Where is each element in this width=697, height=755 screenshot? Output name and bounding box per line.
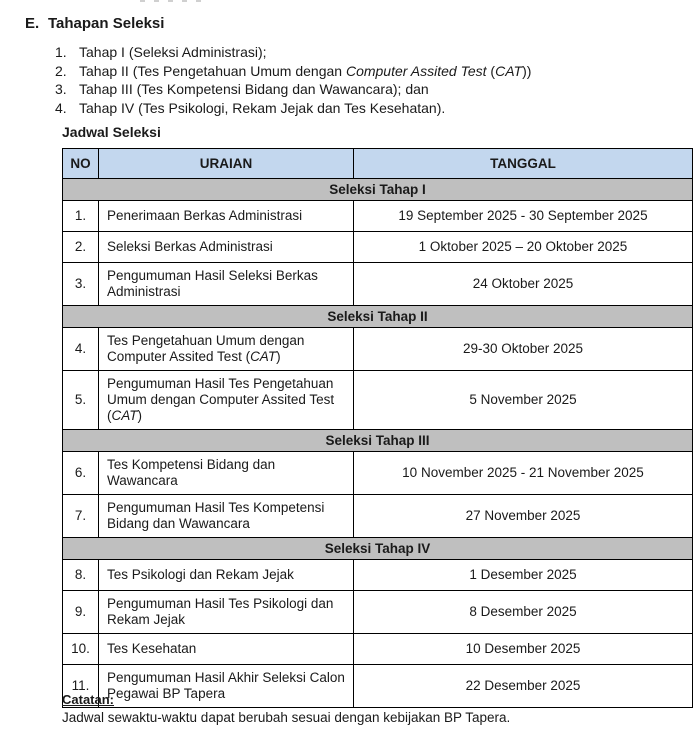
no-cell: 9. [63,591,99,634]
stage-list-item [55,43,531,62]
tanggal-cell: 1 Desember 2025 [354,560,693,591]
section-header-row [63,430,693,452]
section-heading [25,15,164,32]
section-title-cell: Seleksi Tahap II [63,306,693,328]
table-row [63,560,693,591]
tanggal-cell: 10 Desember 2025 [354,634,693,665]
no-cell: 5. [63,371,99,430]
text-segment: Tahap II (Tes Pengetahuan Umum dengan [79,62,346,79]
schedule-table [62,148,693,708]
list-item-number: 2. [55,62,67,79]
text-segment: Pengumuman Hasil Tes Kompetensi Bidang dan Wawancara [107,500,325,531]
list-item-text [79,43,267,62]
tanggal-cell: 27 November 2025 [354,495,693,538]
table-row [63,371,693,430]
text-segment: Pengumuman Hasil Tes Psikologi dan Rekam Jejak [107,596,334,627]
uraian-cell [99,591,354,634]
tanggal-cell: 8 Desember 2025 [354,591,693,634]
text-segment: Pengumuman Hasil Tes Pengetahuan Umum dengan Computer Assited Test ( [107,376,335,423]
section-letter: E. [25,15,40,32]
page-title: Tahapan Seleksi [48,15,165,32]
note-text: Jadwal sewaktu-waktu dapat berubah sesuai dengan kebijakan BP Tapera. [62,710,511,725]
tanggal-cell: 22 Desember 2025 [354,665,693,708]
schedule-title: Jadwal Seleksi [62,124,161,140]
uraian-cell [99,371,354,430]
text-segment: Tes Psikologi dan Rekam Jejak [107,567,294,582]
column-header: TANGGAL [354,149,693,179]
uraian-cell [99,328,354,371]
text-segment: ) [276,349,281,364]
text-segment: Seleksi Berkas Administrasi [107,239,273,254]
note-label: Catatan: [62,692,115,707]
no-cell: 10. [63,634,99,665]
stage-list-item [55,99,531,118]
table-row [63,495,693,538]
uraian-cell [99,560,354,591]
no-cell: 11. [63,665,99,708]
column-header: URAIAN [99,149,354,179]
section-title-cell: Seleksi Tahap IV [63,538,693,560]
section-title-cell: Seleksi Tahap III [63,430,693,452]
text-segment-italic: CAT [111,408,138,423]
schedule-table-body [63,179,693,708]
uraian-cell [99,263,354,306]
stage-list-item [55,62,531,81]
text-segment: Tes Kesehatan [107,641,197,656]
section-header-row [63,179,693,201]
table-row [63,263,693,306]
no-cell: 8. [63,560,99,591]
text-segment: Tahap I (Seleksi Administrasi); [79,44,267,60]
clipped-text-fragment [140,0,202,2]
no-cell: 3. [63,263,99,306]
uraian-cell [99,232,354,263]
text-segment: ( [486,62,496,79]
table-row [63,591,693,634]
table-row [63,201,693,232]
no-cell: 4. [63,328,99,371]
section-header-row [63,538,693,560]
text-segment: Tes Pengetahuan Umum dengan Computer Assited Test ( [107,333,305,364]
uraian-cell [99,495,354,538]
text-segment-italic: CAT [495,62,523,79]
uraian-cell [99,634,354,665]
table-row [63,232,693,263]
text-segment: Tahap III (Tes Kompetensi Bidang dan Wawancara); dan [79,81,429,97]
uraian-cell [99,452,354,495]
note-block [62,692,510,726]
table-row [63,328,693,371]
list-item-text [79,99,445,118]
table-row [63,634,693,665]
list-item-number: 3. [55,81,67,97]
header-row [63,149,693,179]
section-title-cell: Seleksi Tahap I [63,179,693,201]
column-header: NO [63,149,99,179]
text-segment: Pengumuman Hasil Seleksi Berkas Administrasi [107,268,318,299]
text-segment-italic: CAT [250,349,277,364]
table-row [63,452,693,495]
stage-list-item [55,80,531,99]
tanggal-cell: 10 November 2025 - 21 November 2025 [354,452,693,495]
no-cell: 7. [63,495,99,538]
tanggal-cell: 19 September 2025 - 30 September 2025 [354,201,693,232]
text-segment: Tes Kompetensi Bidang dan Wawancara [107,457,276,488]
text-segment: Penerimaan Berkas Administrasi [107,208,303,223]
section-header-row [63,306,693,328]
schedule-table-head [63,149,693,179]
tanggal-cell: 1 Oktober 2025 – 20 Oktober 2025 [354,232,693,263]
text-segment: )) [522,62,532,79]
no-cell: 6. [63,452,99,495]
text-segment-italic: Computer Assited Test [345,62,487,79]
tanggal-cell: 24 Oktober 2025 [354,263,693,306]
text-segment: Pengumuman Hasil Akhir Seleksi Calon Pegawai BP Tapera [107,670,345,701]
no-cell: 1. [63,201,99,232]
text-segment: ) [137,408,142,423]
list-item-text [79,80,429,99]
tanggal-cell: 5 November 2025 [354,371,693,430]
no-cell: 2. [63,232,99,263]
list-item-number: 1. [55,44,67,60]
uraian-cell [99,201,354,232]
text-segment: Tahap IV (Tes Psikologi, Rekam Jejak dan Tes Kesehatan). [79,99,446,116]
tanggal-cell: 29-30 Oktober 2025 [354,328,693,371]
list-item-number: 4. [55,99,67,116]
list-item-text [79,62,531,81]
stages-list [55,43,531,117]
